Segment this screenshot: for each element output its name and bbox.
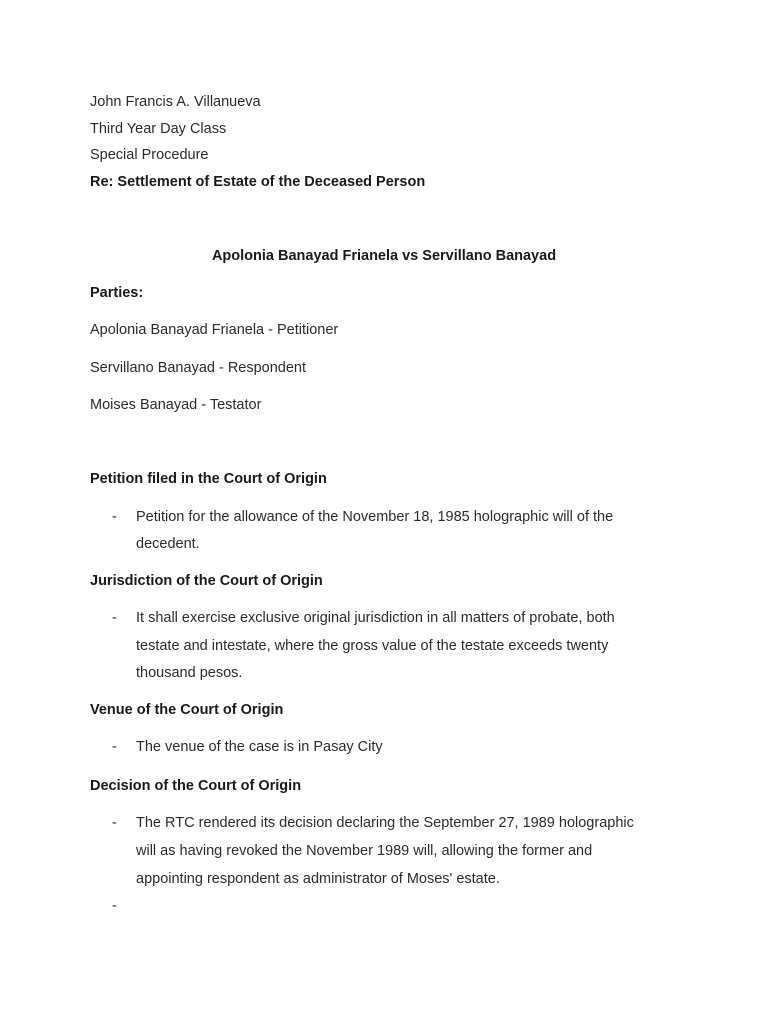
bullet-line: It shall exercise exclusive original jurisdiction in all matters of probate, both xyxy=(136,610,615,626)
subject: Special Procedure xyxy=(90,147,209,163)
author-name: John Francis A. Villanueva xyxy=(90,94,261,110)
party-respondent: Servillano Banayad - Respondent xyxy=(90,360,307,376)
section-heading-jurisdiction: Jurisdiction of the Court of Origin xyxy=(90,573,323,589)
section-heading-petition: Petition filed in the Court of Origin xyxy=(90,471,327,487)
bullet-line: will as having revoked the November 1989 will, allowing the former and xyxy=(136,843,593,859)
case-title: Apolonia Banayad Frianela vs Servillano Banayad xyxy=(211,248,557,264)
bullet-dash: - xyxy=(112,610,117,626)
party-testator: Moises Banayad - Testator xyxy=(90,397,262,413)
bullet-line: thousand pesos. xyxy=(136,665,243,681)
bullet-line: The RTC rendered its decision declaring the September 27, 1989 holographic xyxy=(136,815,634,831)
bullet-dash: - xyxy=(112,739,117,755)
bullet-line: Petition for the allowance of the November 18, 1985 holographic will of the xyxy=(136,509,614,525)
bullet-line: decedent. xyxy=(136,536,200,552)
bullet-dash: - xyxy=(112,509,117,525)
section-heading-decision: Decision of the Court of Origin xyxy=(90,778,302,794)
parties-heading: Parties: xyxy=(90,285,144,301)
re-line: Re: Settlement of Estate of the Deceased Person xyxy=(90,174,426,190)
party-petitioner: Apolonia Banayad Frianela - Petitioner xyxy=(90,322,339,338)
bullet-line: appointing respondent as administrator of Moses' estate. xyxy=(136,871,500,887)
bullet-line: testate and intestate, where the gross value of the testate exceeds twenty xyxy=(136,638,609,654)
trailing-bullet-dash: - xyxy=(112,898,117,914)
bullet-line: The venue of the case is in Pasay City xyxy=(136,739,383,755)
bullet-dash: - xyxy=(112,815,117,831)
class-info: Third Year Day Class xyxy=(90,121,227,137)
section-heading-venue: Venue of the Court of Origin xyxy=(90,702,284,718)
